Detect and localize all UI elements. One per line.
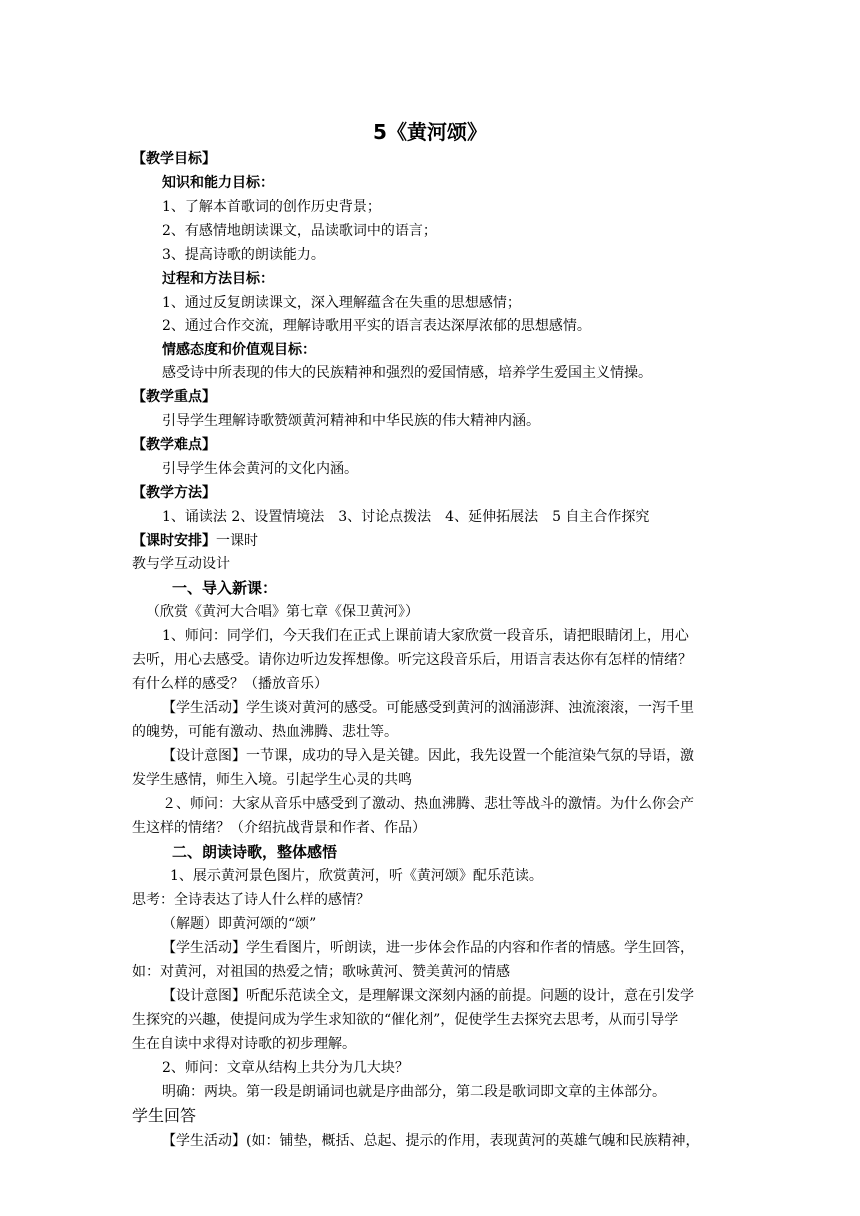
goals-heading: 【教学目标】 [132,151,216,167]
difficulty-heading: 【教学难点】 [132,437,216,453]
part1-q1: 1、师问：同学们，今天我们在正式上课前请大家欣赏一段音乐，请把眼睛闭上，用心 [162,628,689,644]
knowledge-item: 2、有感情地朗读课文，品读歌词中的语言； [162,223,437,239]
knowledge-heading: 知识和能力目标： [162,175,274,191]
part1-q2: ２、师问：大家从音乐中感受到了激动、热血沸腾、悲壮等战斗的激情。为什么你会产 [162,796,694,812]
process-item: 2、通过合作交流，理解诗歌用平实的语言表达深厚浓郁的思想感情。 [162,318,591,334]
design-label: 教与学互动设计 [132,556,230,572]
part2-q2: 2、师问：文章从结构上共分为几大块？ [162,1060,409,1076]
part2-think: 思考：全诗表达了诗人什么样的感情？ [132,892,370,908]
student-answer-label: 学生回答 [132,1106,197,1125]
part1-q1: 有什么样的感受？（播放音乐） [132,676,328,692]
part1-note: （欣赏《黄河大合唱》第七章《保卫黄河》） [146,604,419,620]
part1-q2: 生这样的情绪？（介绍抗战背景和作者、作品） [132,820,426,836]
key-heading: 【教学重点】 [132,389,216,405]
schedule-heading: 【课时安排】 [132,533,216,549]
emotion-heading: 情感态度和价值观目标： [162,342,316,358]
part2-intent: 生在自读中求得对诗歌的初步理解。 [132,1036,356,1052]
key-text: 引导学生理解诗歌赞颂黄河精神和中华民族的伟大精神内涵。 [162,413,540,429]
part2-activity: 【学生活动】学生看图片，听朗读，进一步体会作品的内容和作者的情感。学生回答， [162,940,694,956]
part2-heading: 二、朗读诗歌，整体感悟 [172,843,338,861]
part1-activity: 的魄势，可能有激动、热血沸腾、悲壮等。 [132,724,398,740]
knowledge-item: 1、了解本首歌词的创作历史背景； [162,199,381,215]
method-heading: 【教学方法】 [132,485,216,501]
difficulty-text: 引导学生体会黄河的文化内涵。 [162,461,358,477]
process-item: 1、通过反复朗读课文，深入理解蕴含在失重的思想感情； [162,295,521,311]
emotion-text: 感受诗中所表现的伟大的民族精神和强烈的爱国情感，培养学生爱国主义情操。 [162,365,652,381]
schedule-line [132,530,258,552]
part1-intent: 【设计意图】一节课，成功的导入是关键。因此，我先设置一个能渲染气氛的导语，激 [162,748,694,764]
part1-heading: 一、导入新课： [172,579,278,597]
part2-show: 1、展示黄河景色图片，欣赏黄河，听《黄河颂》配乐范读。 [170,868,543,884]
schedule-text: 一课时 [216,533,258,549]
method-text: 1、诵读法 2、设置情境法 3、讨论点拨法 4、延伸拓展法 5 自主合作探究 [162,509,650,525]
part2-activity: 如：对黄河，对祖国的热爱之情；歌咏黄河、赞美黄河的情感 [132,964,510,980]
part1-intent: 发学生感情，师生入境。引起学生心灵的共鸣 [132,772,412,788]
part2-last-activity: 【学生活动】(如：铺垫，概括、总起、提示的作用，表现黄河的英雄气魄和民族精神， [162,1133,700,1149]
part1-q1: 去听，用心去感受。请你边听边发挥想像。听完这段音乐后，用语言表达你有怎样的情绪？ [132,652,692,668]
part2-title-note: （解题）即黄河颂的“颂” [162,916,317,932]
knowledge-item: 3、提高诗歌的朗读能力。 [162,247,325,263]
process-heading: 过程和方法目标： [162,271,274,287]
part2-intent: 生探究的兴趣，使提问成为学生求知欲的“催化剂”，促使学生去探究去思考，从而引导学 [132,1012,679,1028]
part2-intent: 【设计意图】听配乐范读全文，是理解课文深刻内涵的前提。问题的设计，意在引发学 [162,988,694,1004]
page-title: 5《黄河颂》 [373,120,487,144]
part1-activity: 【学生活动】学生谈对黄河的感受。可能感受到黄河的汹涌澎湃、浊流滚滚，一泻千里 [162,700,694,716]
part2-answer: 明确：两块。第一段是朗诵词也就是序曲部分，第二段是歌词即文章的主体部分。 [162,1084,666,1100]
